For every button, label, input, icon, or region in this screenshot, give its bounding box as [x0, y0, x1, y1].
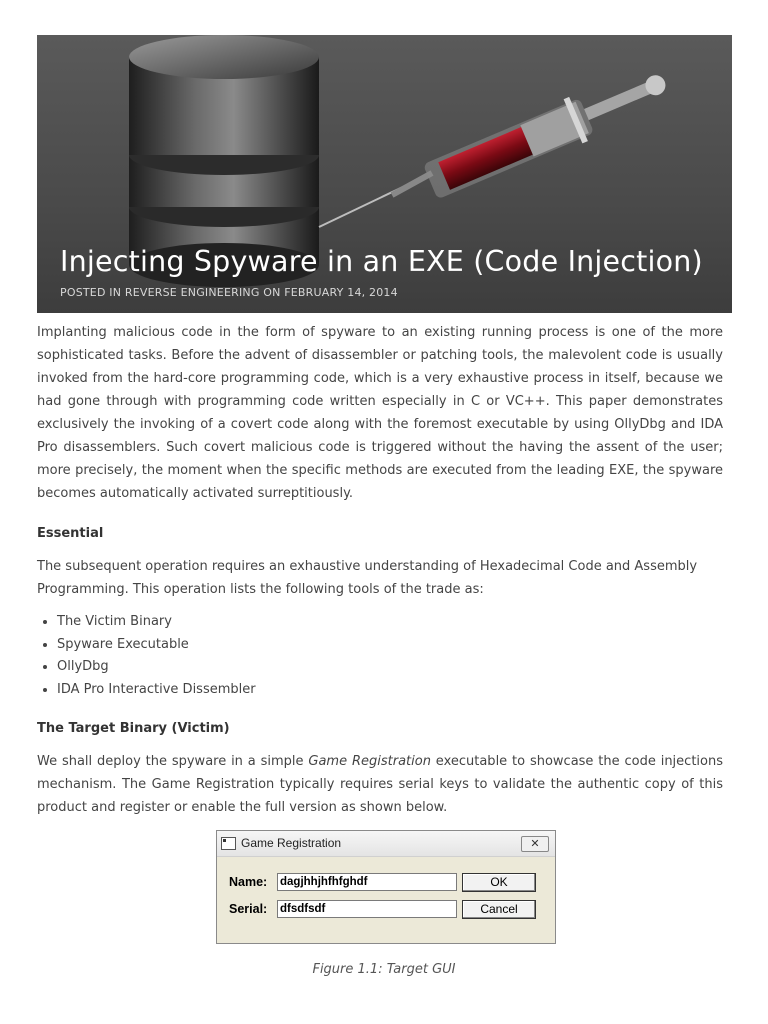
- category-link[interactable]: REVERSE ENGINEERING: [124, 286, 260, 299]
- post-date: FEBRUARY 14, 2014: [284, 286, 398, 299]
- serial-field: dfsdfsdf: [277, 900, 457, 918]
- dialog-title: Game Registration: [241, 836, 342, 850]
- intro-paragraph: Implanting malicious code in the form of spyware to an existing running process is one of the more sophisticated tasks. Before the advent of disassembler or patching tools, the malevolent code is usually invoked from the hard-core programming code, which is a very exhaustive process in itself, because we had gone through with programming code written especially in C or VC++. This paper demonstrates exclusively the invoking of a covert code along with the foremost executable by using OllyDbg and IDA Pro disassemblers. Such covert malicious code is triggered without the having the assent of the user; more precisely, the moment when the specific methods are executed from the leading EXE, the spyware becomes automatically activated surreptitiously.: [37, 325, 723, 501]
- article-body: [37, 321, 723, 819]
- list-item: • IDA Pro Interactive Dissembler: [57, 679, 723, 702]
- heading-essential: Essential: [37, 526, 104, 541]
- list-item: • OllyDbg: [57, 656, 723, 679]
- window-icon: [221, 837, 236, 850]
- name-label: Name:: [229, 875, 268, 889]
- on-label: ON: [263, 286, 281, 299]
- game-registration-dialog-screenshot: [216, 830, 556, 944]
- post-title: Injecting Spyware in an EXE (Code Injection): [60, 245, 703, 278]
- target-text-start: We shall deploy the spyware in a simple: [37, 754, 309, 769]
- post-meta: [60, 286, 398, 299]
- name-field: dagjhhjhfhfghdf: [277, 873, 457, 891]
- close-icon: ✕: [521, 836, 549, 852]
- cancel-button: Cancel: [462, 900, 536, 919]
- essential-paragraph: The subsequent operation requires an exhaustive understanding of Hexadecimal Code and Assembly Programming. This operation lists the following tools of the trade as:: [37, 559, 698, 597]
- figure-caption: Figure 1.1: Target GUI: [312, 962, 456, 977]
- list-item: • Spyware Executable: [57, 634, 723, 657]
- dialog-titlebar: [217, 831, 555, 857]
- ok-button: OK: [462, 873, 536, 892]
- hero-banner: [37, 35, 732, 313]
- target-text-emphasis: Game Registration: [308, 754, 431, 769]
- posted-in-label: POSTED IN: [60, 286, 122, 299]
- target-paragraph: [37, 750, 723, 819]
- serial-label: Serial:: [229, 902, 268, 916]
- tools-list: [37, 611, 723, 701]
- list-item: • The Victim Binary: [57, 611, 723, 634]
- heading-target-binary: The Target Binary (Victim): [37, 721, 230, 736]
- target-text-end: executable to showcase the code injections mechanism. The Game Registration typically requires serial keys to validate the authentic copy of this product and register or enable the full version as shown below.: [37, 754, 723, 815]
